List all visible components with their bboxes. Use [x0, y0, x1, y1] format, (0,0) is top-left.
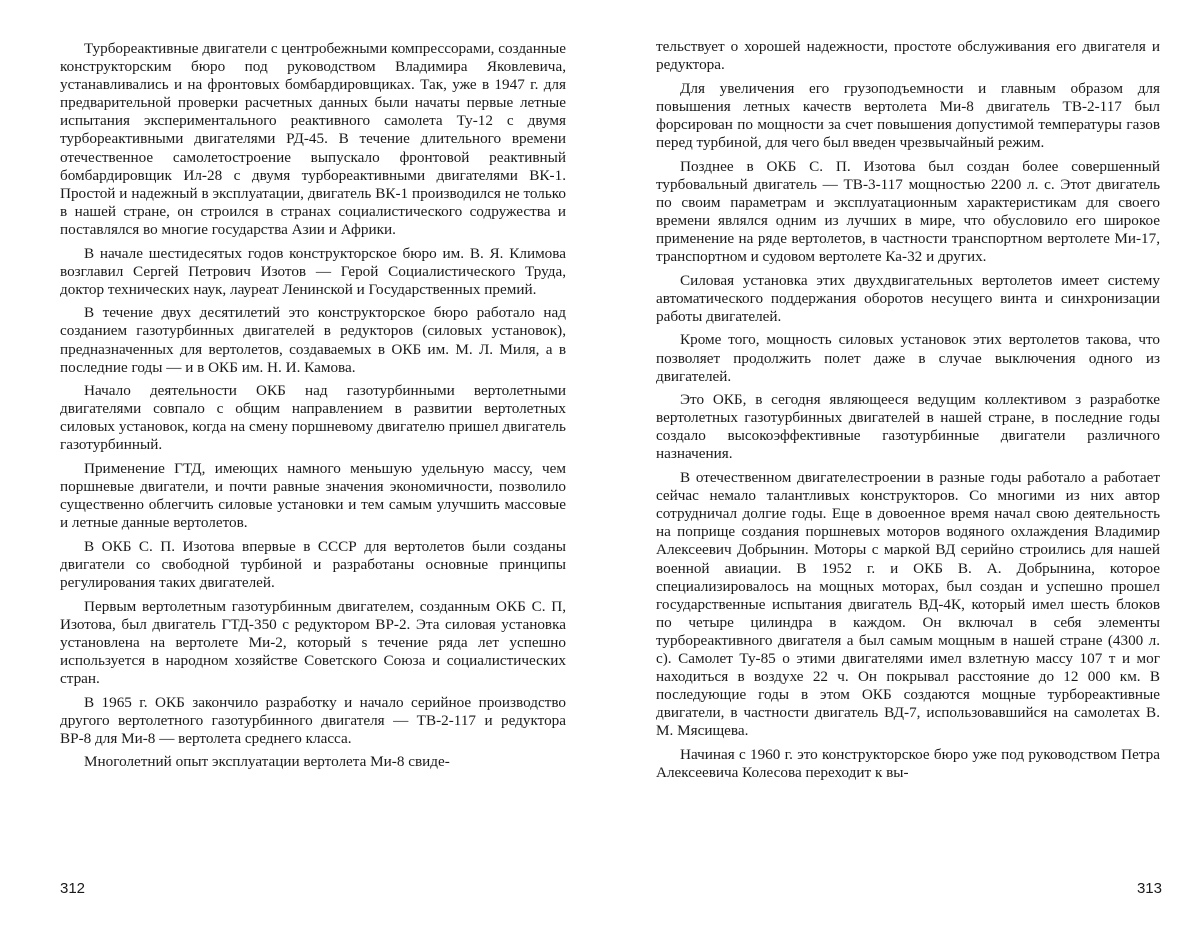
paragraph: Силовая установка этих двухдвигательных вертолетов имеет систему автоматического поддержания оборотов несущего винта и синхронизации работы двигателей. — [656, 271, 1160, 325]
paragraph: Позднее в ОКБ С. П. Изотова был создан более совершенный турбовальный двигатель — ТВ-3-117 мощностью 2200 л. с. Этот двигатель по своим параметрам и эксплуатационным характеристикам для своего времени являлся одним из лучших в мире, что обусловило его широкое применение на ряде вертолетов, в частности транспортном вертолете Ми-17, транспортном и судовом вертолете Ка-32 и других. — [656, 157, 1160, 266]
paragraph: В течение двух десятилетий это конструкторское бюро работало над созданием газотурбинных двигателей в редукторов (силовых установок), предназначенных для вертолетов, создаваемых в ОКБ им. М. Л. Миля, а в последние годы — и в ОКБ им. Н. И. Камова. — [60, 304, 566, 376]
right-page — [600, 0, 1200, 941]
paragraph: Первым вертолетным газотурбинным двигателем, созданным ОКБ С. П, Изотова, был двигатель ГТД-350 с редуктором ВР-2. Эта силовая установка установлена на вертолете Ми-2, который s течение ряда лет успешно используется в народном хозяйстве Советского Союза и социалистических стран. — [60, 597, 566, 688]
paragraph: В начале шестидесятых годов конструкторское бюро им. В. Я. Климова возглавил Сергей Петрович Изотов — Герой Социалистического Труда, доктор технических наук, лауреат Ленинской и Государственных премий. — [60, 244, 566, 298]
paragraph: В ОКБ С. П. Изотова впервые в СССР для вертолетов были созданы двигатели со свободной турбиной и разработаны основные принципы регулирования таких двигателей. — [60, 537, 566, 592]
paragraph: Применение ГТД, имеющих намного меньшую удельную массу, чем поршневые двигатели, и почти равные значения экономичности, позволило существенно облегчить силовые установки и тем самым улучшить массовые и летные данные вертолетов. — [60, 460, 566, 532]
paragraph: Турбореактивные двигатели с центробежными компрессорами, созданные конструкторским бюро под руководством Владимира Яковлевича, устанавливались и на фронтовых бомбардировщиках. Так, уже в 1947 г. для предварительной проверки расчетных данных были начаты первые летные испытания экспериментального реактивного самолета Ту-12 с двумя турбореактивными двигателями РД-45. В течение длительного времени отечественное самолетостроение выпускало фронтовой реактивный бомбардировщик Ил-28 с двумя турбореактивными двигателями ВК-1. Простой и надежный в эксплуатации, двигатель ВК-1 производился не только в нашей стране, он строился в странах социалистического содружества и поставлялся во многие государства Азии и Африки. — [60, 40, 566, 238]
paragraph: В 1965 г. ОКБ закончило разработку и начало серийное производство другого вертолетного газотурбинного двигателя — ТВ-2-117 и редуктора ВР-8 для Ми-8 — вертолета среднего класса. — [60, 693, 566, 747]
page-number-right: 313 — [1136, 880, 1162, 897]
paragraph: Кроме того, мощность силовых установок этих вертолетов такова, что позволяет продолжить полет даже в случае выключения одного из двигателей. — [656, 331, 1160, 385]
paragraph: Начиная с 1960 г. это конструкторское бюро уже под руководством Петра Алексеевича Колесова переходит к вы- — [656, 745, 1160, 782]
right-text-column — [656, 38, 1160, 788]
paragraph: Многолетний опыт эксплуатации вертолета Ми-8 свиде- — [84, 753, 450, 771]
paragraph-continuation: тельствует о хорошей надежности, простоте обслуживания его двигателя и редуктора. — [656, 38, 1160, 74]
paragraph: Начало деятельности ОКБ над газотурбинными вертолетными двигателями совпало с общим направлением в развитии вертолетных силовых установок, когда на смену поршневому двигателю пришел двигатель газотурбинный. — [60, 382, 566, 454]
paragraph: В отечественном двигателестроении в разные годы работало а работает сейчас немало талантливых конструкторов. Со многими из них автор сотрудничал долгие годы. Еще в довоенное время начал свою деятельность на поприще создания поршневых моторов водяного охлаждения Владимир Алексеевич Добрынин. Моторы с маркой ВД серийно строились для нашей военной авиации. В 1952 г. и ОКБ В. А. Добрынина, которое специализировалось на мощных моторах, был создан и успешно прошел государственные испытания двигатель ВД-4К, который имел шесть блоков по четыре цилиндра в каждом. Он включал в себя элементы турбореактивного двигателя а был самым мощным в нашей стране (4300 л. с). Самолет Ту-85 о этими двигателями имел взлетную массу 107 т и мог находиться в воздухе 22 ч. Он покрывал расстояние до 12 000 км. В последующие годы в этом ОКБ создаются мощные турбореактивные двигатели, в частности двигатель ВД-7, использовавшийся на самолетах В. М. Мясищева. — [656, 469, 1160, 740]
left-text-column — [60, 40, 566, 777]
page-number-left: 312 — [60, 880, 86, 897]
paragraph: Для увеличения его грузоподъемности и главным образом для повышения летных качеств вертолета Ми-8 двигатель ТВ-2-117 был форсирован по мощности за счет повышения допустимой температуры газов перед турбиной, для чего был введен чрезвычайный режим. — [656, 79, 1160, 151]
paragraph: Это ОКБ, в сегодня являющееся ведущим коллективом з разработке вертолетных газотурбинных двигателей в нашей стране, в последние годы создало высокоэффективные газотурбинные двигатели различного назначения. — [656, 391, 1160, 463]
